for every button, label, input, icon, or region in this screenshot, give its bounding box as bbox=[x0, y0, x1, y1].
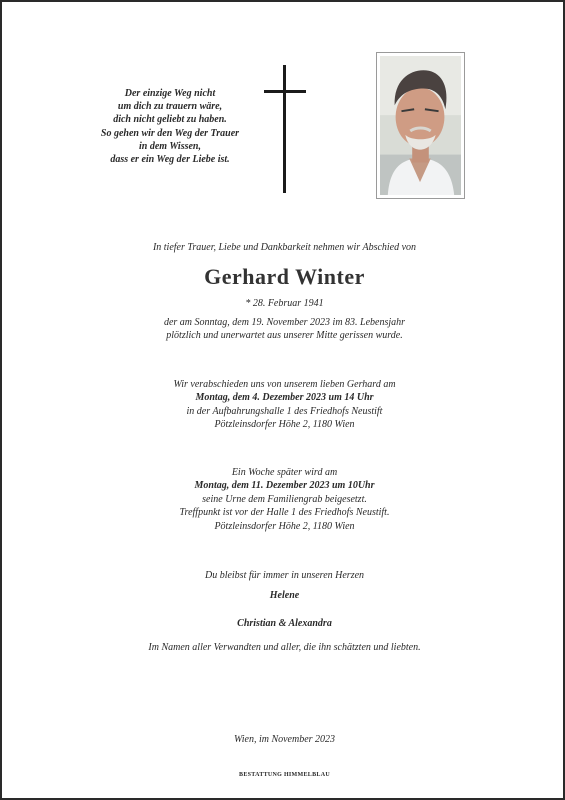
urn-line: Ein Woche später wird am bbox=[231, 467, 338, 478]
poem-line: dich nicht geliebt zu haben. bbox=[113, 114, 227, 126]
urn-line: seine Urne dem Familiengrab beigesetzt. bbox=[202, 493, 367, 505]
death-notice bbox=[2, 316, 565, 343]
urn-line: Pötzleinsdorfer Höhe 2, 1180 Wien bbox=[214, 520, 355, 532]
death-line: plötzlich und unerwartet aus unserer Mitte gerissen wurde. bbox=[166, 330, 403, 342]
poem-line: in dem Wissen, bbox=[139, 140, 201, 152]
heart-line: Du bleibst für immer in unseren Herzen bbox=[204, 570, 365, 581]
urn-date: Montag, dem 11. Dezember 2023 um 10Uhr bbox=[194, 480, 375, 492]
poem-line: Der einzige Weg nicht bbox=[124, 88, 216, 99]
deceased-name: Gerhard Winter bbox=[204, 264, 365, 289]
mourner-helene: Helene bbox=[269, 590, 300, 601]
farewell-line: in der Aufbahrungshalle 1 des Friedhofs Neustift bbox=[186, 405, 383, 417]
farewell-block bbox=[2, 378, 565, 432]
relatives-line: Im Namen aller Verwandten und aller, die ihn schätzten und liebten. bbox=[148, 642, 421, 653]
farewell-line: Pötzleinsdorfer Höhe 2, 1180 Wien bbox=[214, 419, 355, 431]
intro-text: In tiefer Trauer, Liebe und Dankbarkeit nehmen wir Abschied von bbox=[152, 242, 417, 253]
funeral-home: BESTATTUNG HIMMELBLAU bbox=[239, 772, 330, 778]
farewell-line: Wir verabschieden uns von unserem lieben Gerhard am bbox=[173, 379, 396, 390]
mourner-christian-alexandra: Christian & Alexandra bbox=[237, 618, 332, 629]
urn-block bbox=[2, 466, 565, 533]
death-line: der am Sonntag, dem 19. November 2023 im 83. Lebensjahr bbox=[163, 317, 406, 328]
place-date: Wien, im November 2023 bbox=[233, 734, 336, 745]
poem-line: um dich zu trauern wäre, bbox=[117, 101, 223, 113]
portrait-image bbox=[380, 56, 461, 195]
cross-icon bbox=[264, 65, 306, 193]
poem bbox=[80, 87, 260, 166]
portrait-photo bbox=[376, 52, 465, 199]
poem-line: dass er ein Weg der Liebe ist. bbox=[110, 154, 230, 166]
farewell-date: Montag, dem 4. Dezember 2023 um 14 Uhr bbox=[195, 392, 374, 404]
poem-line: So gehen wir den Weg der Trauer bbox=[100, 127, 240, 139]
birth-date: * 28. Februar 1941 bbox=[245, 298, 324, 309]
urn-line: Treffpunkt ist vor der Halle 1 des Friedhofs Neustift. bbox=[179, 507, 390, 519]
